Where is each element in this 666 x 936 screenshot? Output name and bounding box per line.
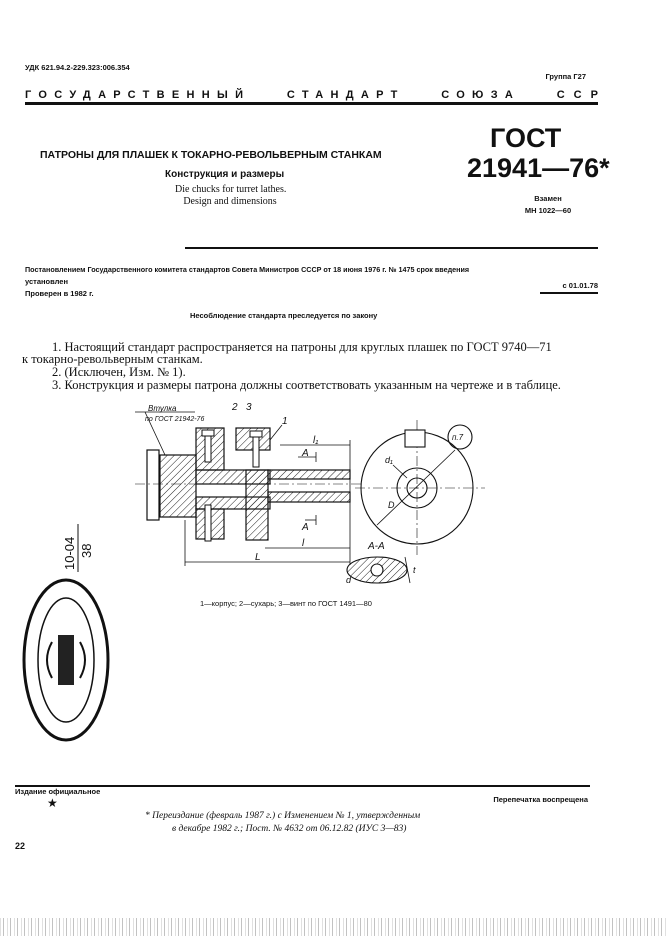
- footnote-line-1: * Переиздание (февраль 1987 г.) с Изменением № 1, утвержденным: [145, 811, 421, 821]
- dim-l1-label: l₁: [313, 435, 319, 446]
- dim-d-label: d: [346, 575, 352, 585]
- official-edition: Издание официальное: [15, 787, 101, 796]
- svg-text:10-04: 10-04: [62, 536, 77, 570]
- decree-line-1: Постановлением Государственного комитета стандартов Совета Министров СССР от 18 июня 1976 г. № 1475 срок введения: [25, 265, 470, 274]
- scan-noise-band: [0, 918, 666, 936]
- reprint-prohibited: Перепечатка воспрещена: [493, 795, 588, 804]
- screw-shank: [253, 437, 259, 467]
- group-code: Группа Г27: [545, 72, 586, 81]
- paragraph-1-line-2: к токарно-револьверным станкам.: [22, 352, 203, 366]
- legal-warning: Несоблюдение стандарта преследуется по закону: [190, 311, 378, 320]
- dim-d1-label: d₁: [385, 455, 393, 465]
- dim-t-label: t: [413, 565, 416, 575]
- sleeve: [160, 455, 196, 517]
- paragraph-3: 3. Конструкция и размеры патрона должны соответствовать указанным на чертеже и в таблице.: [52, 378, 561, 392]
- banner-word: СОЮЗА: [441, 89, 521, 101]
- callout-2: 2: [232, 402, 238, 413]
- screw-shank: [205, 436, 211, 462]
- document-title: ПАТРОНЫ ДЛЯ ПЛАШЕК К ТОКАРНО-РЕВОЛЬВЕРНЫМ СТАНКАМ: [40, 149, 382, 161]
- drawing-caption: 1—корпус; 2—сухарь; 3—винт по ГОСТ 1491—80: [200, 599, 372, 608]
- spindle-upper: [268, 470, 350, 479]
- note-reference: п.7: [452, 433, 464, 442]
- page-number: 22: [15, 841, 26, 851]
- star-icon: ★: [47, 796, 58, 810]
- effective-date: с 01.01.78: [562, 281, 598, 290]
- paragraph-2: 2. (Исключен, Изм. № 1).: [52, 365, 186, 379]
- gost-number: 21941—76*: [467, 153, 610, 183]
- udk-code: УДК 621.94.2-229.323:006.354: [25, 63, 130, 72]
- replaces-label: Взамен: [534, 194, 562, 203]
- handwritten-note: [62, 524, 94, 572]
- section-title: А-А: [368, 541, 385, 552]
- document-subtitle: Конструкция и размеры: [165, 169, 285, 180]
- screw-head: [250, 431, 262, 437]
- checked-note: Проверен в 1982 г.: [25, 289, 94, 298]
- section-mark-top: А: [302, 448, 309, 459]
- banner-word: ГОСУДАРСТВЕННЫЙ: [25, 89, 251, 101]
- spindle-lower: [268, 492, 350, 502]
- paragraph-1-line-1: 1. Настоящий стандарт распространяется на патроны для круглых плашек по ГОСТ 9740—71: [52, 340, 552, 354]
- dim-l-label: l: [302, 538, 305, 549]
- footnote-line-2: в декабре 1982 г.; Пост. № 4632 от 06.12.82 (ИУС 3—83): [172, 824, 407, 834]
- banner-word: ССР: [556, 89, 607, 101]
- callout-3: 3: [246, 402, 252, 413]
- dim-L-label: L: [255, 552, 261, 563]
- banner-word: СТАНДАРТ: [286, 89, 405, 101]
- english-title-1: Die chucks for turret lathes.: [175, 184, 287, 195]
- english-title-2: Design and dimensions: [183, 196, 277, 207]
- key-square: [405, 430, 425, 447]
- screw-shank: [205, 505, 211, 541]
- gost-label: ГОСТ: [490, 123, 562, 153]
- callout-1: 1: [282, 416, 288, 427]
- archive-stamp: [24, 580, 108, 740]
- section-mark-bottom: А: [302, 522, 309, 533]
- sleeve-standard: по ГОСТ 21942-76: [145, 416, 205, 423]
- body-flange: [246, 470, 268, 540]
- screw-head: [202, 430, 214, 436]
- dim-D-label: D: [388, 500, 395, 510]
- sleeve-label: Втулка: [148, 404, 177, 413]
- decree-line-2: установлен: [25, 277, 68, 286]
- footer-rule: [15, 785, 590, 787]
- die-plate: [147, 450, 159, 520]
- replaces-value: МН 1022—60: [524, 206, 572, 215]
- svg-text:38: 38: [79, 543, 94, 558]
